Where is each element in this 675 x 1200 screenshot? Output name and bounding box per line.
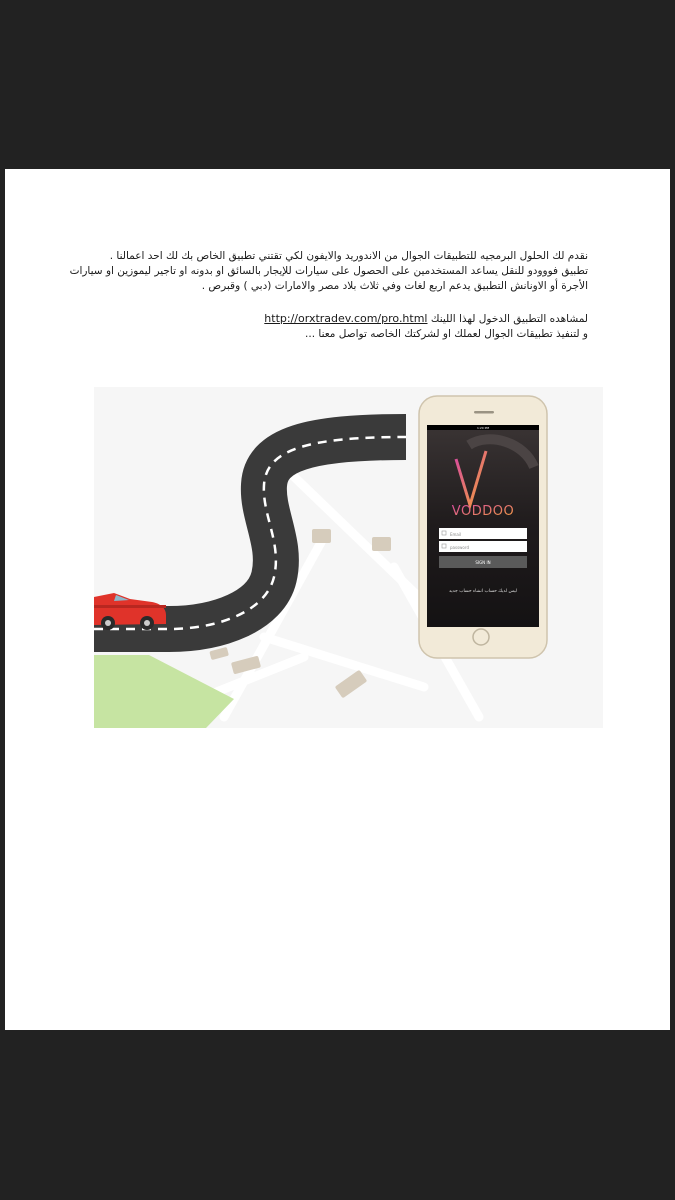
phone-speaker (474, 411, 494, 414)
app-link[interactable]: http://orxtradev.com/pro.html (264, 312, 428, 325)
hero-illustration (94, 387, 603, 728)
email-placeholder: Email (450, 532, 462, 537)
register-link[interactable]: ليس لديك حساب انشاء حساب جديد (449, 589, 517, 594)
link-paragraph (68, 311, 588, 342)
contact-line: و لتنفيذ تطبيقات الجوال لعملك او لشركتك الخاصه تواصل معنا ... (305, 328, 588, 340)
link-label: لمشاهده التطبيق الدخول لهذا اللينك (430, 313, 588, 325)
intro-paragraph (68, 249, 588, 294)
document-page (5, 169, 670, 1030)
signin-label: SIGN IN (475, 560, 491, 565)
intro-line-2: تطبيق فووودو للنقل يساعد المستخدمين على الحصول على سيارات للإيجار بالسائق او بدونه او تاجير ليموزين او سيارات (69, 265, 588, 277)
phone-mockup (419, 396, 547, 658)
intro-line-1: نقدم لك الحلول البرمجيه للتطبيقات الجوال من الاندوريد والايفون لكي تقتني تطبيق الخاص بك لك احد اعمالنا . (109, 250, 588, 262)
status-time: 1:20 PM (476, 426, 490, 430)
password-placeholder: password (450, 545, 469, 550)
link-line (68, 311, 588, 327)
brand-name: VODDOO (451, 504, 515, 519)
intro-line-3: الأجرة أو الاونانش التطبيق يدعم اربع لغات وفي ثلاث بلاد مصر والامارات (دبي ) وقبرص . (201, 280, 588, 292)
